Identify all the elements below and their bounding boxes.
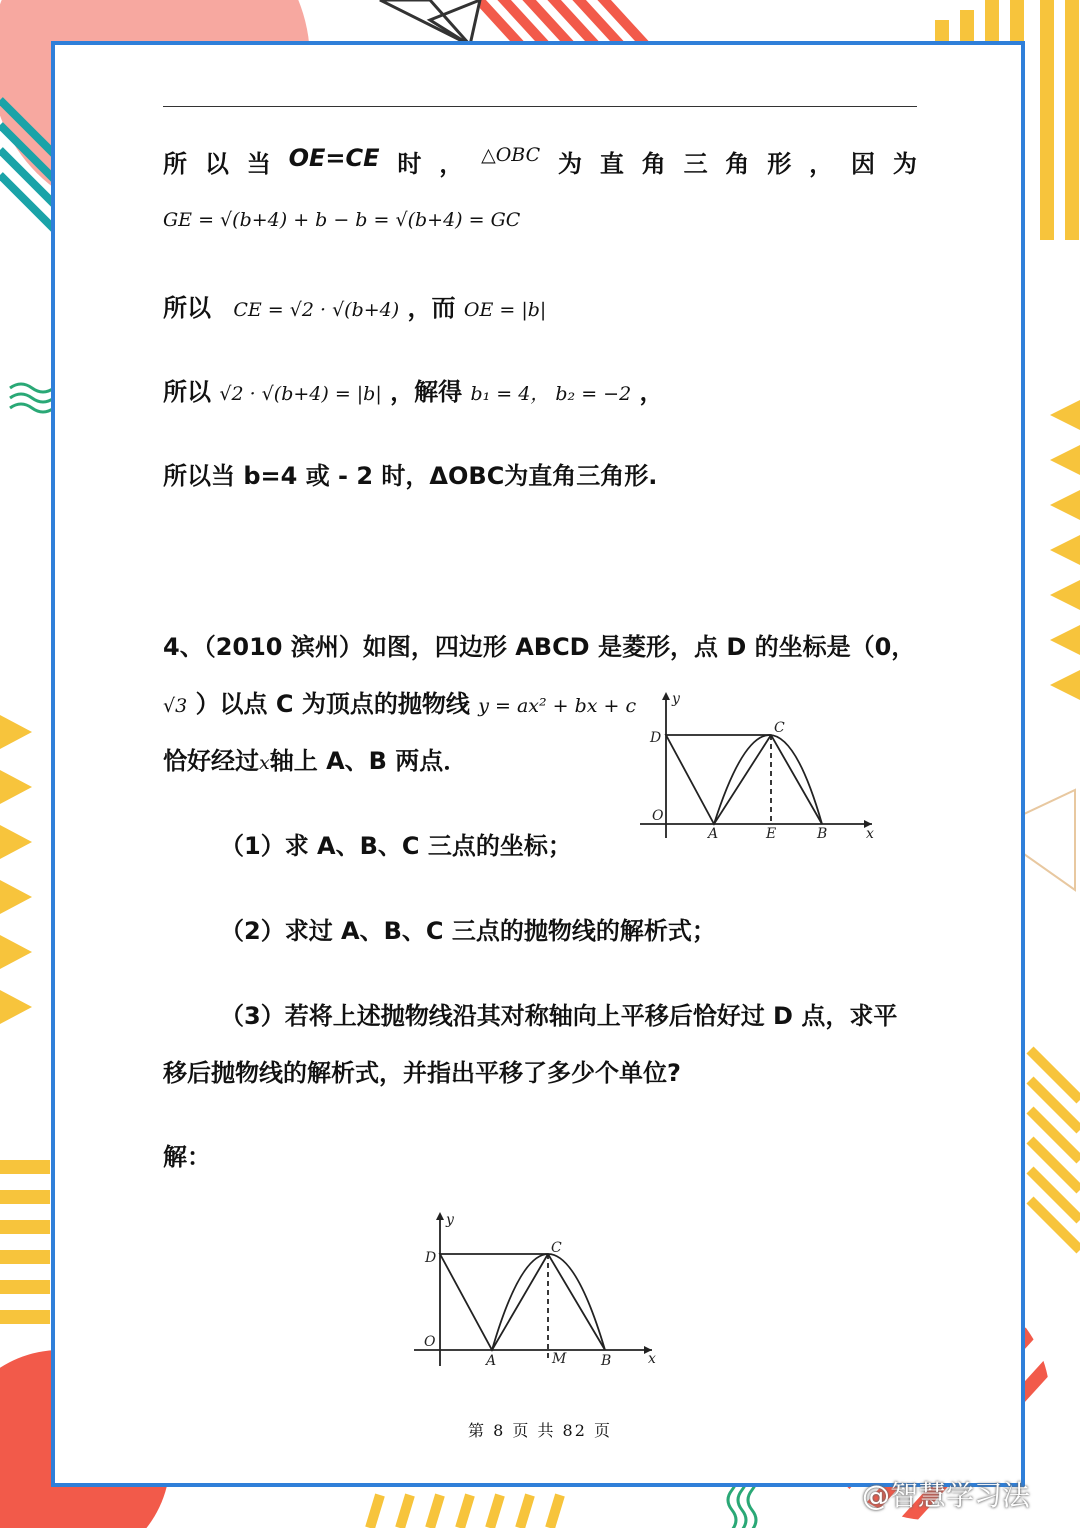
fig1-label-o: O bbox=[652, 808, 664, 824]
line-4 bbox=[163, 372, 664, 407]
l1-word: 角 bbox=[641, 150, 666, 178]
l1-word: 直 bbox=[599, 150, 624, 178]
fig2-label-b: B bbox=[601, 1353, 612, 1369]
fig1-label-x: x bbox=[866, 826, 874, 842]
deco-triangles-left bbox=[0, 715, 32, 1024]
fig2-rhombus bbox=[440, 1254, 605, 1350]
problem-line-3-b: 轴上 A、B 两点． bbox=[269, 747, 468, 775]
l1-word: 因 bbox=[851, 150, 875, 178]
line-3 bbox=[163, 288, 546, 323]
fig1-label-y: y bbox=[672, 691, 680, 707]
l4-connector: ，解得 bbox=[390, 378, 463, 406]
l1-word: 时 bbox=[397, 150, 422, 178]
l1-word: △OBC bbox=[481, 144, 541, 166]
l1-word: 三 bbox=[683, 150, 708, 178]
l3-equation-ce: CE = √2 · √(b+4) bbox=[233, 299, 400, 321]
problem-title: 4、（2010 滨州）如图，四边形 ABCD 是菱形，点 D 的坐标是（0， bbox=[163, 633, 916, 661]
fig1-label-a: A bbox=[708, 826, 719, 842]
problem-line-3-a: 恰好经过 bbox=[163, 747, 259, 775]
deco-triangle-top bbox=[380, 0, 480, 45]
deco-triangles-right bbox=[1050, 400, 1080, 700]
l1-word: 形 bbox=[767, 150, 792, 178]
l3-prefix: 所以 bbox=[163, 294, 211, 322]
fig2-label-y: y bbox=[446, 1212, 454, 1228]
l3-connector: ，而 bbox=[407, 294, 456, 322]
sqrt3: √3 bbox=[163, 695, 188, 717]
fig1-label-b: B bbox=[817, 826, 828, 842]
l4-prefix: 所以 bbox=[163, 378, 211, 406]
watermark: @智慧学习法 bbox=[862, 1479, 1031, 1512]
fig2-label-o: O bbox=[424, 1334, 436, 1350]
deco-yellow-stripes-right bbox=[1030, 1050, 1080, 1250]
solution-label: 解： bbox=[163, 1143, 211, 1171]
fig1-label-d: D bbox=[650, 730, 662, 746]
problem-line-3 bbox=[163, 741, 467, 776]
figure-2 bbox=[410, 1206, 665, 1376]
l2-equation: GE = √(b+4) + b − b = √(b+4) = GC bbox=[163, 209, 521, 231]
fig1-rhombus bbox=[666, 735, 822, 824]
l3-equation-oe: OE = |b| bbox=[463, 299, 547, 321]
header-rule bbox=[163, 106, 917, 107]
fig1-label-c: C bbox=[774, 720, 785, 736]
fig2-label-d: D bbox=[425, 1250, 437, 1266]
fig2-label-m: M bbox=[552, 1351, 567, 1367]
l1-word: OE=CE bbox=[288, 144, 380, 172]
figure-1 bbox=[636, 688, 886, 843]
question-2: （2）求过 A、B、C 三点的抛物线的解析式； bbox=[220, 917, 716, 945]
fig1-label-e: E bbox=[766, 826, 777, 842]
line-2 bbox=[163, 204, 520, 232]
deco-yellow-stripes-bottom bbox=[370, 1495, 560, 1528]
line-5: 所以当 b=4 或 - 2 时，ΔOBC为直角三角形. bbox=[163, 462, 658, 490]
question-3-b: 移后抛物线的解析式，并指出平移了多少个单位? bbox=[163, 1059, 681, 1087]
l1-word: 为 bbox=[892, 150, 917, 178]
l1-word: 角 bbox=[725, 150, 750, 178]
l1-word: ， bbox=[809, 150, 834, 178]
line-1 bbox=[163, 144, 917, 179]
parabola-equation: y = ax² + bx + c bbox=[478, 695, 637, 717]
page-number: 第 8 页 共 82 页 bbox=[468, 1421, 612, 1440]
l1-word: 以 bbox=[204, 150, 229, 178]
problem-line-2-text: ）以点 C 为顶点的抛物线 bbox=[195, 690, 470, 718]
problem-line-2 bbox=[163, 684, 636, 719]
fig2-label-a: A bbox=[486, 1353, 497, 1369]
fig2-label-c: C bbox=[551, 1240, 562, 1256]
l4-end: ， bbox=[639, 378, 664, 406]
deco-yellow-bars-bottomleft bbox=[0, 1160, 50, 1324]
l4-solutions: b₁ = 4， b₂ = −2 bbox=[470, 383, 632, 405]
question-1: （1）求 A、B、C 三点的坐标； bbox=[220, 832, 572, 860]
fig1-parabola bbox=[714, 735, 822, 824]
l1-word: 所 bbox=[163, 150, 187, 178]
l1-word: 当 bbox=[246, 150, 271, 178]
fig2-label-x: x bbox=[648, 1351, 656, 1367]
l1-word: ， bbox=[439, 150, 464, 178]
question-3-a: （3）若将上述抛物线沿其对称轴向上平移后恰好过 D 点，求平 bbox=[220, 1002, 898, 1030]
x-var: x bbox=[259, 752, 270, 774]
l1-word: 为 bbox=[557, 150, 582, 178]
l4-equation: √2 · √(b+4) = |b| bbox=[219, 383, 382, 405]
